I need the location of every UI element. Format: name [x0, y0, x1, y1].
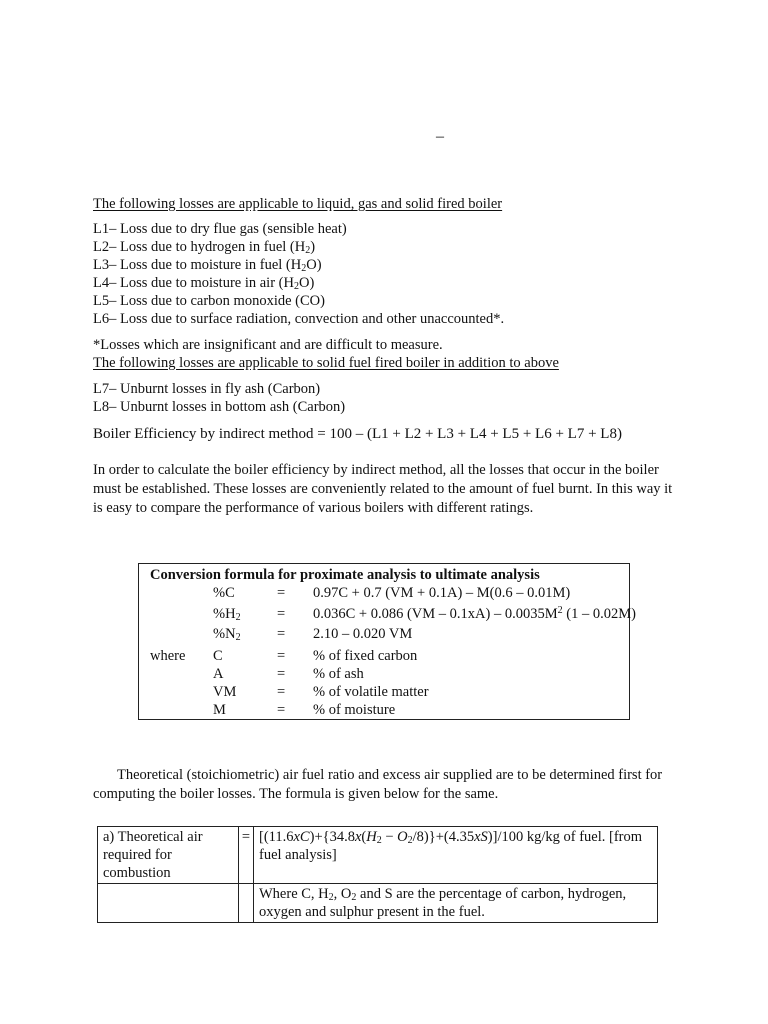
def-meaning: % of fixed carbon — [313, 648, 418, 664]
loss-item-l4: L4– Loss due to moisture in air $(H_2O)$ — [93, 275, 315, 292]
subscript: 2 — [293, 281, 299, 292]
paragraph-indirect-method: In order to calculate the boiler efficiency by indirect method, all the losses that occur in the boiler must be established. These losses are conveniently related to the amount of fuel burnt. In this way it is easy to compare the performance of various boilers with different ratings. — [93, 462, 673, 516]
def-meaning: % of ash — [313, 666, 364, 682]
formula-eq: = — [277, 585, 286, 601]
def-symbol: C — [213, 648, 223, 664]
def-eq: = — [277, 702, 286, 718]
paragraph-stoichiometric: Theoretical (stoichiometric) air fuel ratio and excess air supplied are to be determined first for computing the boiler losses. The formula is given below for the same. — [93, 767, 663, 802]
def-eq: = — [277, 666, 286, 682]
def-symbol: M — [213, 702, 226, 718]
loss-code: L5 — [93, 293, 110, 309]
loss-text: Loss due to surface radiation, convection and other unaccounted*. — [119, 311, 505, 327]
loss-text: Unburnt losses in fly ash (Carbon) — [119, 381, 321, 397]
losses-heading: The following losses are applicable to liquid, gas and solid fired boiler — [93, 196, 503, 212]
air-where-cell: Where C, $H_2$, $O_2$ and S are the percentage of carbon, hydrogen, oxygen and sulphur present in the fuel. — [254, 884, 658, 923]
loss-item-l6: L6– Loss due to surface radiation, convection and other unaccounted*. — [93, 311, 505, 327]
loss-text: Loss due to moisture in fuel (H — [119, 257, 302, 273]
loss-code: L8 — [93, 399, 110, 415]
header-dash: – — [436, 128, 444, 145]
loss-item-l7: L7– Unburnt losses in fly ash (Carbon) — [93, 381, 321, 397]
air-formula-cell: $[(11.6xC)+\{34.8x(H_2 - O_2/8)\}+(4.35xS)]/100$ kg/kg of fuel. [from fuel analysis] — [254, 827, 658, 884]
loss-code: L1 — [93, 221, 110, 237]
loss-text: Loss due to dry flue gas (sensible heat) — [119, 221, 347, 237]
subscript: 2 — [305, 245, 311, 256]
empty-cell — [98, 884, 239, 923]
formula-rhs-n2: 2.10 – 0.020 VM — [313, 626, 413, 642]
loss-text-tail: O) — [298, 275, 315, 291]
loss-item-l2: L2– Loss due to hydrogen in fuel $(H_2)$ — [93, 239, 316, 256]
formula-eq: = — [277, 626, 286, 642]
air-eq-cell: = — [239, 827, 254, 884]
def-eq: = — [277, 684, 286, 700]
loss-text: Unburnt losses in bottom ash (Carbon) — [119, 399, 346, 415]
def-meaning: % of volatile matter — [313, 684, 429, 700]
empty-cell — [239, 884, 254, 923]
air-formula-tail: kg/kg of fuel. [from fuel analysis] — [259, 829, 643, 863]
loss-item-l1: L1– Loss due to dry flue gas (sensible heat) — [93, 221, 347, 237]
loss-item-l8: L8– Unburnt losses in bottom ash (Carbon) — [93, 399, 346, 415]
loss-text-tail: O) — [306, 257, 322, 273]
def-meaning: % of moisture — [313, 702, 396, 718]
formula-lhs-c: %C — [213, 585, 235, 601]
where-label: where — [150, 648, 186, 664]
efficiency-formula: Boiler Efficiency by indirect method = 100 – (L1 + L2 + L3 + L4 + L5 + L6 + L7 + L8) — [93, 426, 622, 442]
loss-text-tail: ) — [310, 239, 316, 255]
loss-text: Loss due to hydrogen in fuel (H — [119, 239, 306, 255]
formula-rhs-c: 0.97C + 0.7 (VM + 0.1A) – M(0.6 – 0.01M) — [313, 585, 571, 601]
loss-code: L4 — [93, 275, 110, 291]
formula-lhs-n2: $\%N_2$ — [213, 626, 241, 643]
loss-code: L6 — [93, 311, 110, 327]
table-row — [98, 884, 658, 923]
loss-code: L3 — [93, 257, 110, 273]
loss-item-l5: L5– Loss due to carbon monoxide (CO) — [93, 293, 325, 309]
losses-footnote: *Losses which are insignificant and are difficult to measure. — [93, 337, 443, 353]
formula-eq: = — [277, 606, 286, 622]
loss-text: Loss due to carbon monoxide (CO) — [119, 293, 325, 309]
conversion-formula-box — [138, 563, 636, 720]
subscript: 2 — [301, 263, 307, 274]
table-row — [98, 827, 658, 884]
def-eq: = — [277, 648, 286, 664]
loss-item-l3: L3– Loss due to moisture in fuel $(H_2O)$ — [93, 257, 322, 274]
def-symbol: A — [213, 666, 224, 682]
conversion-title: Conversion formula for proximate analysis to ultimate analysis — [150, 567, 540, 583]
loss-code: L2 — [93, 239, 110, 255]
formula-rhs-h2: 0.036C + 0.086 $(VM - 0.1xA) - 0.0035M^2$ (1 – 0.02M) — [313, 605, 636, 622]
loss-code: L7 — [93, 381, 110, 397]
formula-lhs-h2: $\%H_2$ — [213, 606, 241, 623]
solid-losses-heading: The following losses are applicable to solid fuel fired boiler in addition to above — [93, 355, 559, 371]
def-symbol: VM — [213, 684, 237, 700]
air-label-cell: a) Theoretical air required for combustion — [98, 827, 239, 884]
loss-text: Loss due to moisture in air (H — [119, 275, 294, 291]
theoretical-air-table — [97, 826, 658, 923]
